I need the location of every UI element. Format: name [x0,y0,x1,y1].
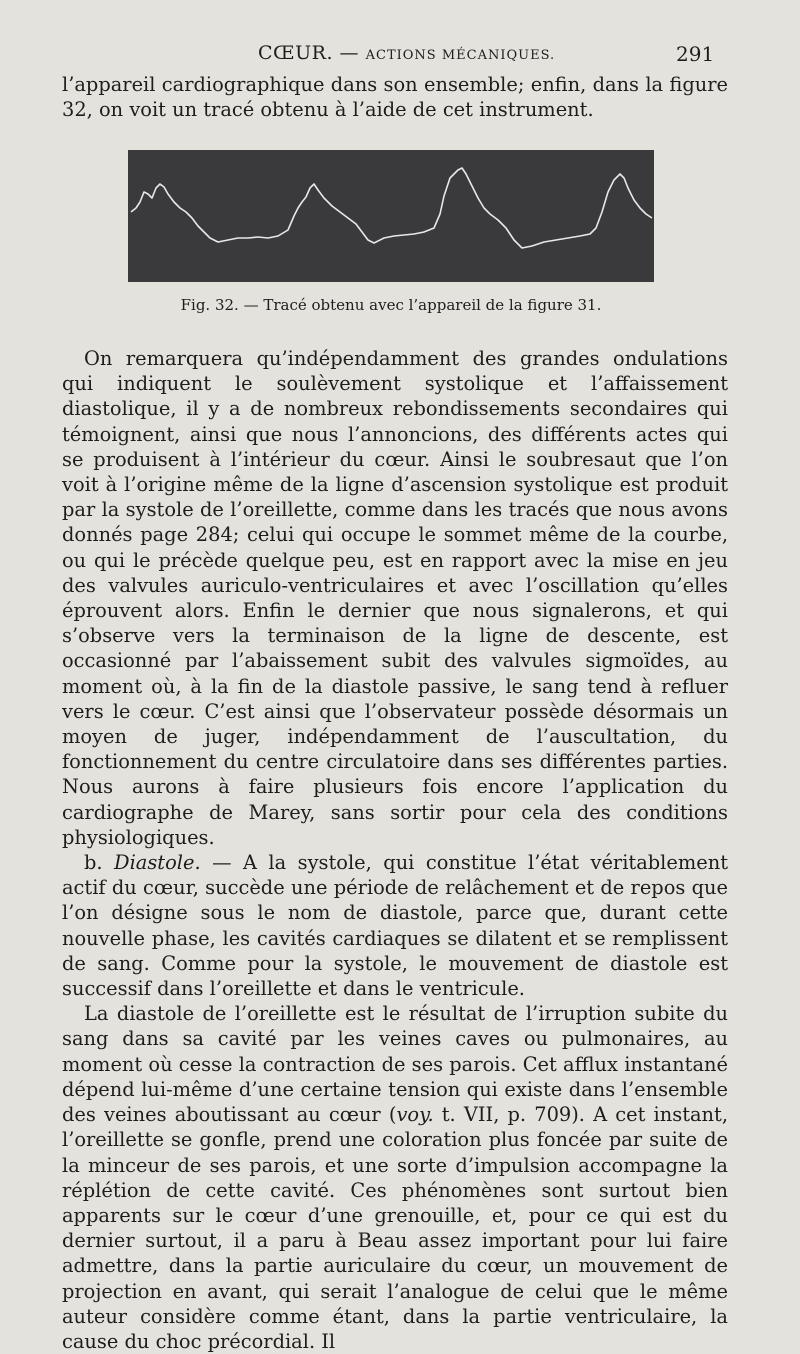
paragraph-2 [62,850,728,1001]
paragraph-3-text-a: La diastole de l’oreillette est le résultat de l’irruption subite du sang dans sa cavité par les veines caves ou pulmonaires, au moment où cesse la contraction de ses parois. Cet afflux instantané dépend lui-même d’une certaine tension qui existe dans l’ensemble des veines aboutissant au cœur ( [62,1002,728,1127]
intro-paragraph: l’appareil cardiographique dans son ensemble; enfin, dans la figure 32, on voit un tracé obtenu à l’aide de cet instrument. [62,73,728,122]
paragraph-3-reference: voy. [396,1103,434,1127]
trace-image [128,150,654,282]
section-label: b. [84,851,115,875]
paragraph-3-text-b: t. VII, p. 709). A cet instant, l’oreillette se gonfle, prend une coloration plus foncée par suite de la minceur de ses parois, et une sorte d’impulsion accompagne la réplétion de cette cavité. Ces phénomènes sont surtout bien apparents sur le cœur d’une grenouille, et, pour ce qui est du dernier surtout, il a paru à Beau assez important pour lui faire admettre, dans la partie auriculaire du cœur, un mouvement de projection en avant, qui serait l’analogue de celui que le même auteur considère comme étant, dans la partie ventriculaire, la cause du choc précordial. Il [62,1103,729,1353]
running-title [258,42,555,64]
cardiograph-trace-figure [128,150,654,282]
running-title-sub: ACTIONS MÉCANIQUES. [365,48,556,63]
paragraph-2-text: — A la systole, qui constitue l’état véritablement actif du cœur, succède une période de relâchement et de repos que l’on désigne sous le nom de diastole, parce que, durant cette nouvelle phase, les cavités cardiaques se dilatent et se remplissent de sang. Comme pour la systole, le mouvement de diastole est successif dans l’oreillette et dans le ventricule. [62,851,728,1001]
page-number: 291 [676,42,715,66]
page-header [0,42,800,72]
running-title-separator: — [333,42,366,64]
paragraph-1: On remarquera qu’indépendamment des grandes ondulations qui indiquent le soulèvement systolique et l’affaissement diastolique, il y a de nombreux rebondissements secondaires qui témoignent, ainsi que nous l’annoncions, des différents actes qui se produisent à l’intérieur du cœur. Ainsi le soubresaut que l’on voit à l’origine même de la ligne d’ascension systolique est produit par la systole de l’oreillette, comme dans les tracés que nous avons donnés page 284; celui qui occupe le sommet même de la courbe, ou qui le précède quelque peu, est en rapport avec la mise en jeu des valvules auriculo-ventriculaires et avec l’oscillation qu’elles éprouvent alors. Enfin le dernier que nous signalerons, et qui s’observe vers la terminaison de la ligne de descente, est occasionné par l’abaissement subit des valvules sigmoïdes, au moment où, à la fin de la diastole passive, le sang tend à refluer vers le cœur. C’est ainsi que l’observateur possède désormais un moyen de juger, indépendamment de l’auscultation, du fonctionnement du centre circulatoire dans ses différentes parties. Nous aurons à faire plusieurs fois encore l’application du cardiographe de Marey, sans sortir pour cela des conditions physiologiques. [62,347,728,849]
running-title-main: CŒUR. [258,42,334,64]
figure-caption: Fig. 32. — Tracé obtenu avec l’appareil de la figure 31. [180,296,602,314]
body-text [62,346,728,1354]
section-heading: Diastole. [114,851,201,875]
paragraph-3 [62,1001,728,1354]
intro-text [62,72,728,122]
trace-line [131,168,652,248]
